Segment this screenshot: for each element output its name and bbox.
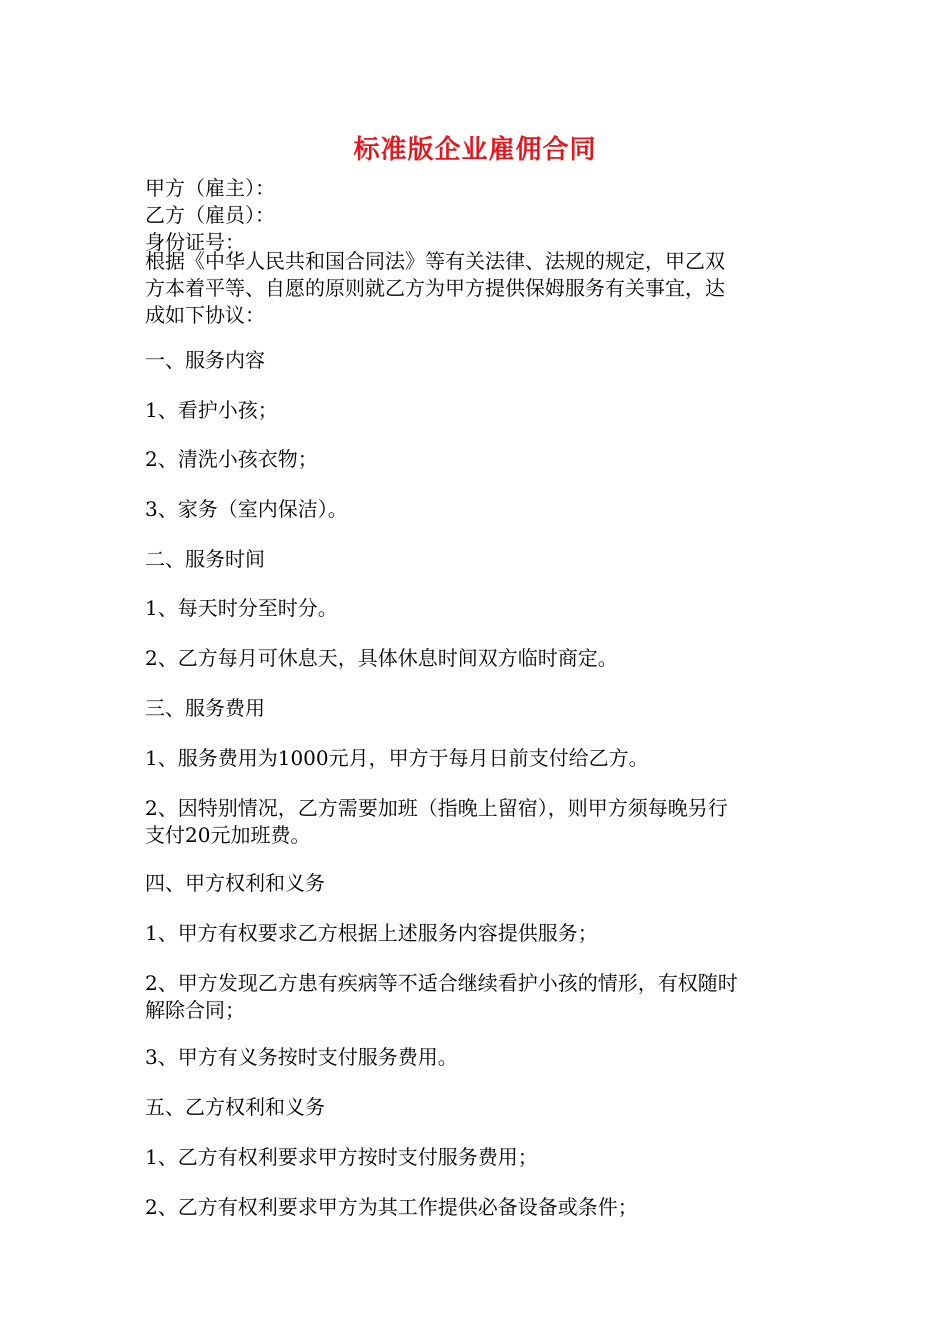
- id-number-line: 身份证号：: [145, 230, 245, 254]
- intro-line: 成如下协议：: [145, 303, 265, 327]
- clause-text: 1、每天时分至时分。: [145, 596, 338, 620]
- intro-line: 根据《中华人民共和国合同法》等有关法律、法规的规定，甲乙双: [145, 249, 725, 273]
- clause-text: 2、乙方有权利要求甲方为其工作提供必备设备或条件；: [145, 1195, 638, 1219]
- intro-line: 方本着平等、自愿的原则就乙方为甲方提供保姆服务有关事宜，达: [145, 276, 725, 300]
- section-heading-service-fee: [145, 695, 815, 722]
- heading-text: 三、服务费用: [145, 696, 265, 720]
- section-heading-employer-rights: [145, 870, 815, 897]
- clause-text: 3、家务（室内保洁）。: [145, 497, 348, 521]
- clause-text: 2、乙方每月可休息天，具体休息时间双方临时商定。: [145, 646, 618, 670]
- section-heading-service-content: [145, 347, 815, 374]
- clause-paragraph: [145, 745, 815, 772]
- clause-text: 解除合同；: [145, 998, 245, 1022]
- clause-paragraph: [145, 795, 815, 849]
- clause-paragraph: [145, 446, 815, 473]
- clause-text: 2、甲方发现乙方患有疾病等不适合继续看护小孩的情形，有权随时: [145, 971, 738, 995]
- clause-text: 1、服务费用为1000元月，甲方于每月日前支付给乙方。: [145, 746, 649, 770]
- heading-text: 二、服务时间: [145, 547, 265, 571]
- clause-text: 支付20元加班费。: [145, 823, 311, 847]
- clause-paragraph: [145, 1194, 815, 1221]
- clause-text: 2、因特别情况，乙方需要加班（指晚上留宿），则甲方须每晚另行: [145, 796, 728, 820]
- clause-paragraph: [145, 397, 815, 424]
- clause-paragraph: [145, 920, 815, 947]
- section-heading-service-time: [145, 546, 815, 573]
- clause-text: 3、甲方有义务按时支付服务费用。: [145, 1045, 458, 1069]
- employer-line: 甲方（雇主）：: [145, 176, 275, 200]
- clause-text: 1、乙方有权利要求甲方按时支付服务费用；: [145, 1145, 538, 1169]
- clause-text: 1、甲方有权要求乙方根据上述服务内容提供服务；: [145, 921, 598, 945]
- clause-text: 2、清洗小孩衣物；: [145, 447, 318, 471]
- document-title: 标准版企业雇佣合同: [353, 135, 597, 165]
- heading-text: 五、乙方权利和义务: [145, 1095, 325, 1119]
- clause-paragraph: [145, 970, 815, 1024]
- intro-paragraph: [145, 248, 815, 329]
- heading-text: 四、甲方权利和义务: [145, 871, 325, 895]
- clause-text: 1、看护小孩；: [145, 398, 278, 422]
- party-info-block: [145, 175, 815, 256]
- clause-paragraph: [145, 1044, 815, 1071]
- heading-text: 一、服务内容: [145, 348, 265, 372]
- clause-paragraph: [145, 496, 815, 523]
- clause-paragraph: [145, 595, 815, 622]
- section-heading-employee-rights: [145, 1094, 815, 1121]
- employee-line: 乙方（雇员）：: [145, 203, 275, 227]
- clause-paragraph: [145, 645, 815, 672]
- clause-paragraph: [145, 1144, 815, 1171]
